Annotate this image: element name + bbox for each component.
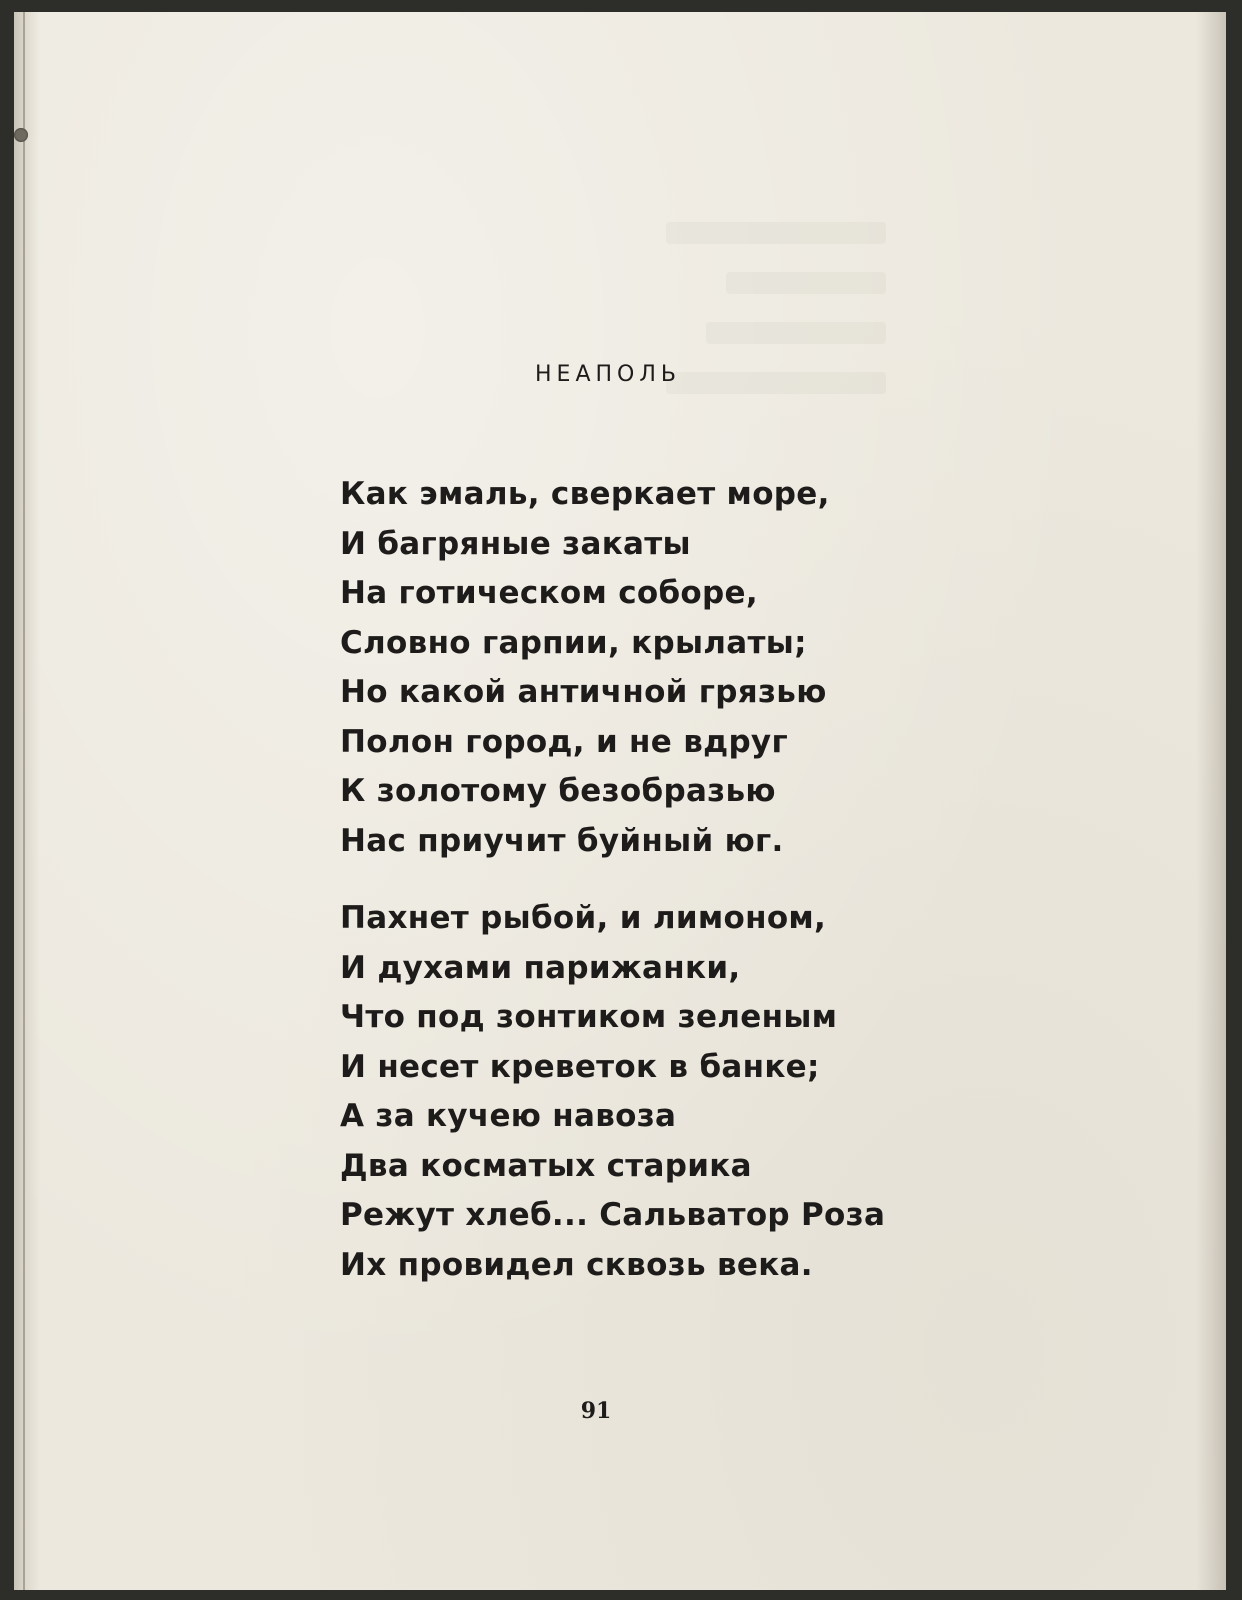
ghost-line [666, 222, 886, 244]
poem-line: И несет креветок в банке; [340, 1048, 820, 1085]
poem-line: И духами парижанки, [340, 949, 741, 986]
spine-fold-line [23, 12, 25, 1590]
poem-line: Их провидел сквозь века. [340, 1246, 813, 1283]
page-number: 91 [580, 1398, 612, 1424]
binding-hole [14, 128, 28, 142]
poem-line: К золотому безобразью [340, 773, 776, 809]
ghost-line [706, 322, 886, 344]
poem-body [340, 470, 885, 1290]
stanza [340, 470, 885, 866]
page-edge-shadow [1196, 12, 1226, 1590]
poem-line: Как эмаль, сверкает море, [340, 476, 830, 512]
book-page [14, 12, 1226, 1590]
poem-line: Что под зонтиком зеленым [340, 999, 838, 1035]
poem-line: Режут хлеб... Сальватор Роза [340, 1197, 886, 1233]
poem-line: И багряные закаты [340, 525, 691, 562]
poem-line: Два косматых старика [340, 1147, 752, 1184]
ghost-line [726, 272, 886, 294]
poem-line: Пахнет рыбой, и лимоном, [340, 900, 827, 936]
stanza [340, 894, 885, 1290]
poem-line: А за кучею навоза [340, 1098, 677, 1134]
poem-line: На готическом соборе, [340, 575, 758, 611]
poem-title: НЕАПОЛЬ [535, 362, 681, 387]
poem-line: Нас приучит буйный юг. [340, 822, 784, 859]
poem-line: Словно гарпии, крылаты; [340, 624, 807, 661]
poem-line: Но какой античной грязью [340, 674, 827, 710]
poem-line: Полон город, и не вдруг [340, 723, 788, 760]
page-spine [14, 12, 40, 1590]
